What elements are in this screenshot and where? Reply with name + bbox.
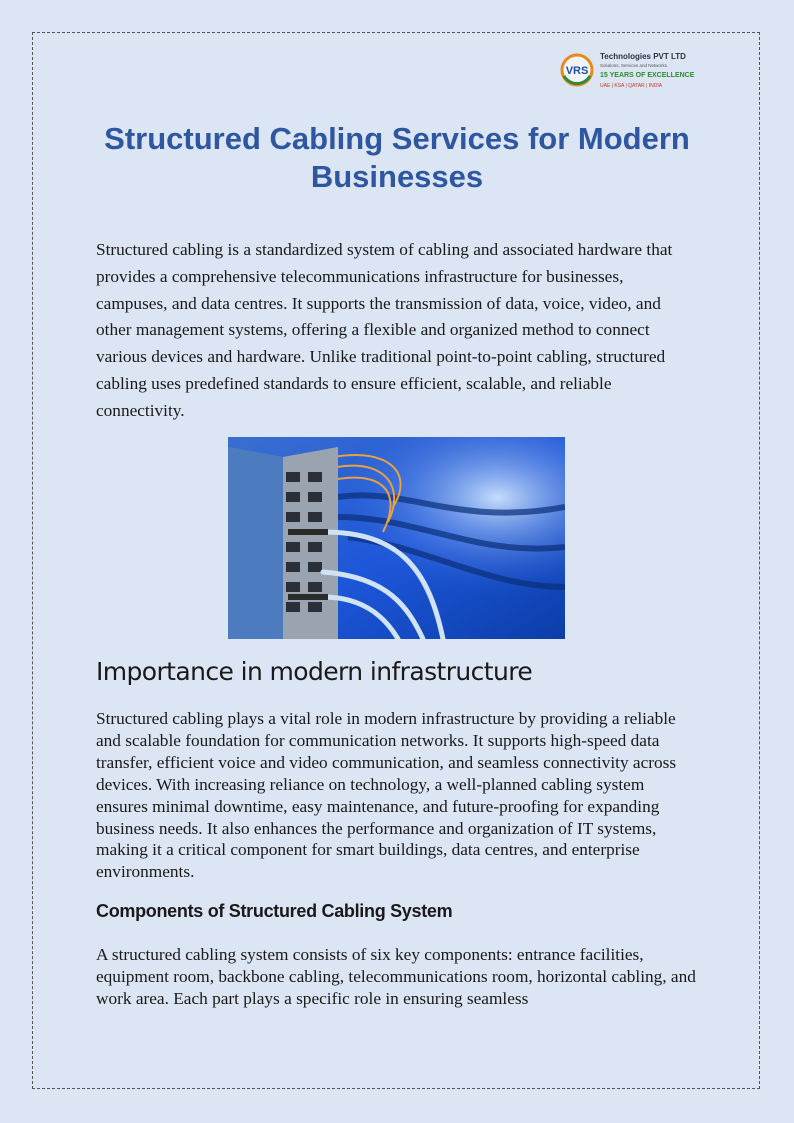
logo-regions: UAE | KSA | QATAR | INDIA: [600, 83, 663, 89]
section-heading-components: Components of Structured Cabling System: [96, 901, 453, 921]
importance-paragraph: Structured cabling plays a vital role in modern infrastructure by providing a reliable and scalable foundation for communication networks. It supports high-speed data transfer, efficient voice and video communication, and seamless connectivity across devices. With increasing reliance on technology, a well-planned cabling system ensures minimal downtime, easy maintenance, and future-proofing for expanding business needs. It also enhances the performance and organization of IT systems, making it a critical component for smart buildings, data centres, and enterprise environments.: [96, 709, 677, 882]
intro-paragraph: Structured cabling is a standardized system of cabling and associated hardware that provides a comprehensive telecommunications infrastructure for businesses, campuses, and data centres. It supports the transmission of data, voice, video, and other management systems, offering a flexible and organized method to connect various devices and hardware. Unlike traditional point-to-point cabling, structured cabling uses predefined standards to ensure efficient, scalable, and reliable connectivity.: [96, 240, 673, 420]
section-heading-importance: Importance in modern infrastructure: [96, 657, 533, 686]
company-logo: [559, 50, 699, 92]
components-paragraph: A structured cabling system consists of six key components: entrance facilities, equipment room, backbone cabling, telecommunications room, horizontal cabling, and work area. Each part plays a specific role in ensuring seamless: [96, 945, 696, 1008]
network-switch-cables-photo: [228, 437, 565, 639]
logo-company-name: Technologies PVT LTD: [600, 52, 686, 61]
vrs-logo-icon: [559, 52, 595, 88]
page-title: Structured Cabling Services for Modern Businesses: [104, 121, 690, 194]
logo-tagline: Solutions, Services and Networks: [600, 63, 668, 68]
logo-badge-text: VRS: [565, 65, 589, 77]
logo-years-text: 15 YEARS OF EXCELLENCE: [600, 72, 695, 79]
